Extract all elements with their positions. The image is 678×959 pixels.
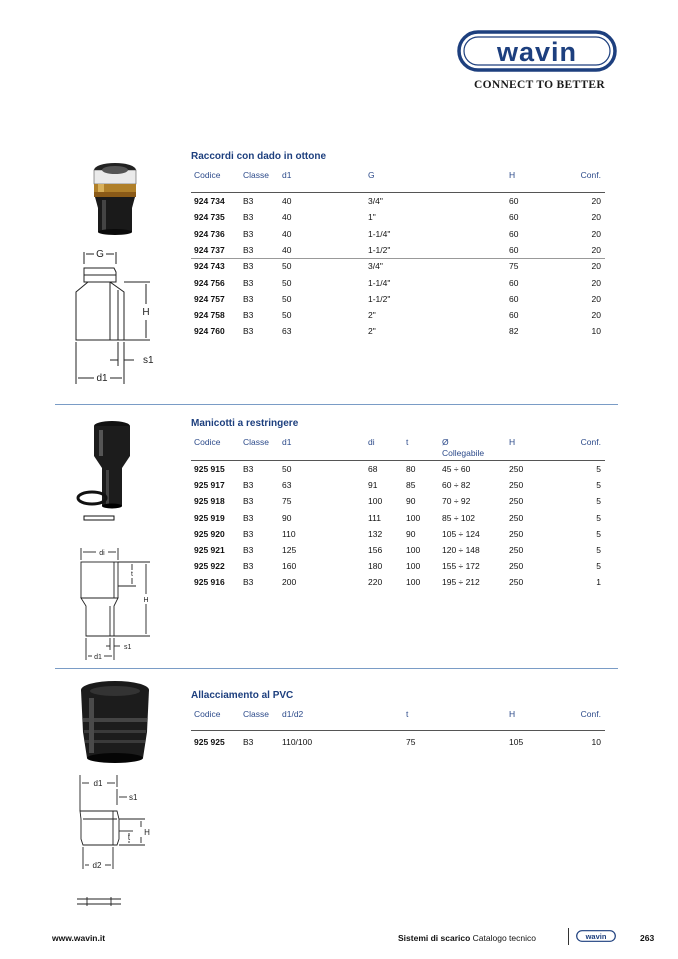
table-cell: B3 xyxy=(243,480,254,491)
table-cell: 925 925 xyxy=(194,737,225,747)
table-cell: 5 xyxy=(596,496,601,507)
table-cell: 111 xyxy=(368,512,381,523)
label-d2: d2 xyxy=(92,861,102,870)
product-photo-allacciamento xyxy=(75,680,155,765)
technical-drawing-manicotto xyxy=(78,546,158,664)
table-cell: 63 xyxy=(282,326,292,337)
table-cell: 1 xyxy=(596,577,601,588)
product-photo-manicotto xyxy=(72,418,142,526)
table-cell: 1" xyxy=(368,212,376,223)
table-cell: 5 xyxy=(596,464,601,474)
table-cell: B3 xyxy=(243,212,254,223)
table-cell: 50 xyxy=(282,277,292,288)
table-cell: 75 xyxy=(406,737,416,747)
table-cell: 60 xyxy=(509,277,519,288)
table-cell: 220 xyxy=(368,577,383,588)
table-cell: 90 xyxy=(282,512,292,523)
table-cell: 3/4" xyxy=(368,196,383,206)
table-cell: 3/4" xyxy=(368,261,383,272)
table-cell: B3 xyxy=(243,244,254,255)
table-cell: 250 xyxy=(509,577,524,588)
table-cell: 60 xyxy=(509,228,519,239)
table-cell: 50 xyxy=(282,261,292,272)
table-cell: 5 xyxy=(596,512,601,523)
col-header-diameter: Ø xyxy=(442,437,449,447)
col-header-h: H xyxy=(509,170,516,180)
footer-divider xyxy=(568,928,569,945)
table-cell: 100 xyxy=(406,512,421,523)
label-s1: s1 xyxy=(129,793,138,802)
table-cell: 132 xyxy=(368,528,383,539)
table-cell: 925 916 xyxy=(194,577,225,588)
label-h: H xyxy=(143,597,149,604)
table-cell: 50 xyxy=(282,293,292,304)
table-cell: B3 xyxy=(243,512,254,523)
col-header-conf: Conf. xyxy=(580,437,601,447)
table-cell: 100 xyxy=(368,496,383,507)
col-header-codice: Codice xyxy=(194,437,221,447)
table-cell: 60 xyxy=(509,212,519,223)
header-rule xyxy=(191,730,605,731)
table-cell: 5 xyxy=(596,528,601,539)
table-cell: 60 xyxy=(509,244,519,255)
table-cell: B3 xyxy=(243,196,254,206)
table-cell: 100 xyxy=(406,577,421,588)
table-cell: 924 737 xyxy=(194,244,225,255)
table-cell: 925 915 xyxy=(194,464,225,474)
section-title-allacciamento: Allacciamento al PVC xyxy=(191,690,294,701)
table-cell: B3 xyxy=(243,261,254,272)
footer-url[interactable]: www.wavin.it xyxy=(52,933,106,943)
table-cell: 100 xyxy=(406,545,421,555)
col-header-conf: Conf. xyxy=(580,709,601,719)
label-t: t xyxy=(127,833,131,842)
label-g: G xyxy=(96,249,104,260)
section-title-raccordi: Raccordi con dado in ottone xyxy=(191,151,327,162)
table-cell: 80 xyxy=(406,464,416,474)
table-cell: 924 756 xyxy=(194,277,225,288)
table-cell: 63 xyxy=(282,480,292,491)
table-cell: 20 xyxy=(591,196,601,206)
logo-text: wavin xyxy=(496,37,578,67)
table-cell: 20 xyxy=(591,277,601,288)
col-header-di: di xyxy=(368,437,375,447)
col-header-codice: Codice xyxy=(194,170,221,180)
table-cell: 155 ÷ 172 xyxy=(442,561,480,572)
table-cell: 20 xyxy=(591,261,601,272)
table-cell: 60 xyxy=(509,310,519,321)
label-s1: s1 xyxy=(124,644,132,651)
label-di: di xyxy=(99,550,105,557)
table-cell: 110 xyxy=(282,528,296,539)
table-cell: 925 921 xyxy=(194,545,225,555)
col-header-conf: Conf. xyxy=(580,170,601,180)
table-cell: B3 xyxy=(243,577,254,588)
col-header-d1: d1 xyxy=(282,437,292,447)
tagline: CONNECT TO BETTER xyxy=(474,79,606,91)
table-cell: 20 xyxy=(591,212,601,223)
table-cell: B3 xyxy=(243,464,254,474)
table-cell: 925 917 xyxy=(194,480,225,491)
col-header-classe: Classe xyxy=(243,437,269,447)
table-cell: 10 xyxy=(591,737,601,747)
table-cell: 160 xyxy=(282,561,297,572)
col-header-t: t xyxy=(406,709,409,719)
technical-drawing-allacciamento xyxy=(75,773,160,913)
table-cell: 924 735 xyxy=(194,212,225,223)
table-cell: 75 xyxy=(282,496,292,507)
label-d1: d1 xyxy=(96,373,108,384)
table-cell: 75 xyxy=(509,261,519,272)
label-h: H xyxy=(142,307,150,318)
table-cell: B3 xyxy=(243,737,254,747)
header-rule xyxy=(191,192,605,193)
label-s1: s1 xyxy=(143,355,154,366)
table-cell: 195 ÷ 212 xyxy=(442,577,480,588)
table-cell: 250 xyxy=(509,528,524,539)
section-title-manicotti: Manicotti a restringere xyxy=(191,418,299,429)
footer-title-bold: Sistemi di scarico xyxy=(398,933,471,943)
col-header-d1d2: d1/d2 xyxy=(282,709,304,719)
table-cell: 105 xyxy=(509,737,524,747)
table-cell: B3 xyxy=(243,545,254,555)
table-cell: 20 xyxy=(591,244,601,255)
wavin-logo xyxy=(457,30,617,72)
table-cell: 200 xyxy=(282,577,297,588)
table-cell: 925 920 xyxy=(194,528,225,539)
footer-title-rest: Catalogo tecnico xyxy=(472,933,536,943)
table-cell: 20 xyxy=(591,293,601,304)
table-cell: 85 xyxy=(406,480,416,491)
table-cell: 125 xyxy=(282,545,297,555)
table-cell: 68 xyxy=(368,464,378,474)
table-cell: 925 918 xyxy=(194,496,225,507)
table-cell: 105 ÷ 124 xyxy=(442,528,480,539)
table-cell: 20 xyxy=(591,228,601,239)
table-cell: 60 xyxy=(509,196,519,206)
table-cell: B3 xyxy=(243,310,254,321)
footer-logo-text: wavin xyxy=(585,932,607,941)
table-cell: 50 xyxy=(282,464,292,474)
label-t: t xyxy=(131,571,133,578)
table-cell: 40 xyxy=(282,196,292,206)
table-cell: 2" xyxy=(368,310,376,321)
footer-catalog-title xyxy=(398,933,536,943)
table-cell: 180 xyxy=(368,561,383,572)
header-rule xyxy=(191,460,605,461)
col-header-h: H xyxy=(509,709,516,719)
table-cell: 90 xyxy=(406,496,416,507)
table-cell: 1-1/4" xyxy=(368,277,391,288)
table-cell: 250 xyxy=(509,561,524,572)
table-cell: 924 758 xyxy=(194,310,225,321)
footer-wavin-logo xyxy=(576,930,616,942)
table-cell: 91 xyxy=(368,480,378,491)
table-cell: 2" xyxy=(368,326,376,337)
table-cell: 924 757 xyxy=(194,293,225,304)
page-number: 263 xyxy=(640,933,655,943)
col-header-h: H xyxy=(509,437,516,447)
table-cell: 1-1/4" xyxy=(368,228,391,239)
table-cell: 5 xyxy=(596,480,601,491)
table-cell: 100 xyxy=(406,561,421,572)
table-cell: 40 xyxy=(282,228,292,239)
table-cell: 924 736 xyxy=(194,228,225,239)
table-cell: 40 xyxy=(282,212,292,223)
table-cell: B3 xyxy=(243,561,254,572)
table-cell: 60 xyxy=(509,293,519,304)
table-cell: 156 xyxy=(368,545,383,555)
table-cell: 120 ÷ 148 xyxy=(442,545,480,555)
section-divider xyxy=(55,404,618,405)
table-cell: 50 xyxy=(282,310,292,321)
table-cell: 70 ÷ 92 xyxy=(442,496,471,507)
table-cell: 1-1/2" xyxy=(368,244,391,255)
table-cell: 250 xyxy=(509,545,524,555)
table-cell: 924 743 xyxy=(194,261,225,272)
table-cell: 250 xyxy=(509,464,524,474)
col-header-collegabile: Collegabile xyxy=(442,448,485,458)
label-d1: d1 xyxy=(94,654,102,661)
label-h: H xyxy=(144,828,150,837)
col-header-codice: Codice xyxy=(194,709,221,719)
table-cell: B3 xyxy=(243,293,254,304)
table-cell: 90 xyxy=(406,528,416,539)
col-header-g: G xyxy=(368,170,375,180)
table-cell: 250 xyxy=(509,496,524,507)
table-cell: 250 xyxy=(509,480,524,491)
col-header-t: t xyxy=(406,437,409,447)
table-cell: B3 xyxy=(243,528,254,539)
table-cell: 40 xyxy=(282,244,292,255)
label-d1: d1 xyxy=(93,779,103,788)
table-cell: 110/100 xyxy=(282,737,313,747)
table-cell: 5 xyxy=(596,545,601,555)
table-cell: 925 922 xyxy=(194,561,225,572)
table-cell: B3 xyxy=(243,326,254,337)
section-divider xyxy=(55,668,618,669)
col-header-d1: d1 xyxy=(282,170,292,180)
table-cell: 924 734 xyxy=(194,196,225,206)
table-cell: 60 ÷ 82 xyxy=(442,480,471,491)
table-cell: B3 xyxy=(243,496,254,507)
table-cell: B3 xyxy=(243,277,254,288)
table-cell: 5 xyxy=(596,561,601,572)
table-cell: 925 919 xyxy=(194,512,225,523)
table-cell: 20 xyxy=(591,310,601,321)
col-header-classe: Classe xyxy=(243,170,269,180)
table-cell: 85 ÷ 102 xyxy=(442,512,476,523)
row-group-divider xyxy=(191,258,605,259)
table-cell: B3 xyxy=(243,228,254,239)
table-cell: 250 xyxy=(509,512,524,523)
table-cell: 82 xyxy=(509,326,519,337)
table-cell: 1-1/2" xyxy=(368,293,391,304)
table-cell: 924 760 xyxy=(194,326,225,337)
col-header-classe: Classe xyxy=(243,709,269,719)
product-photo-raccordo xyxy=(80,160,150,235)
table-cell: 45 ÷ 60 xyxy=(442,464,471,474)
technical-drawing-raccordo xyxy=(70,242,160,387)
table-cell: 10 xyxy=(591,326,601,337)
